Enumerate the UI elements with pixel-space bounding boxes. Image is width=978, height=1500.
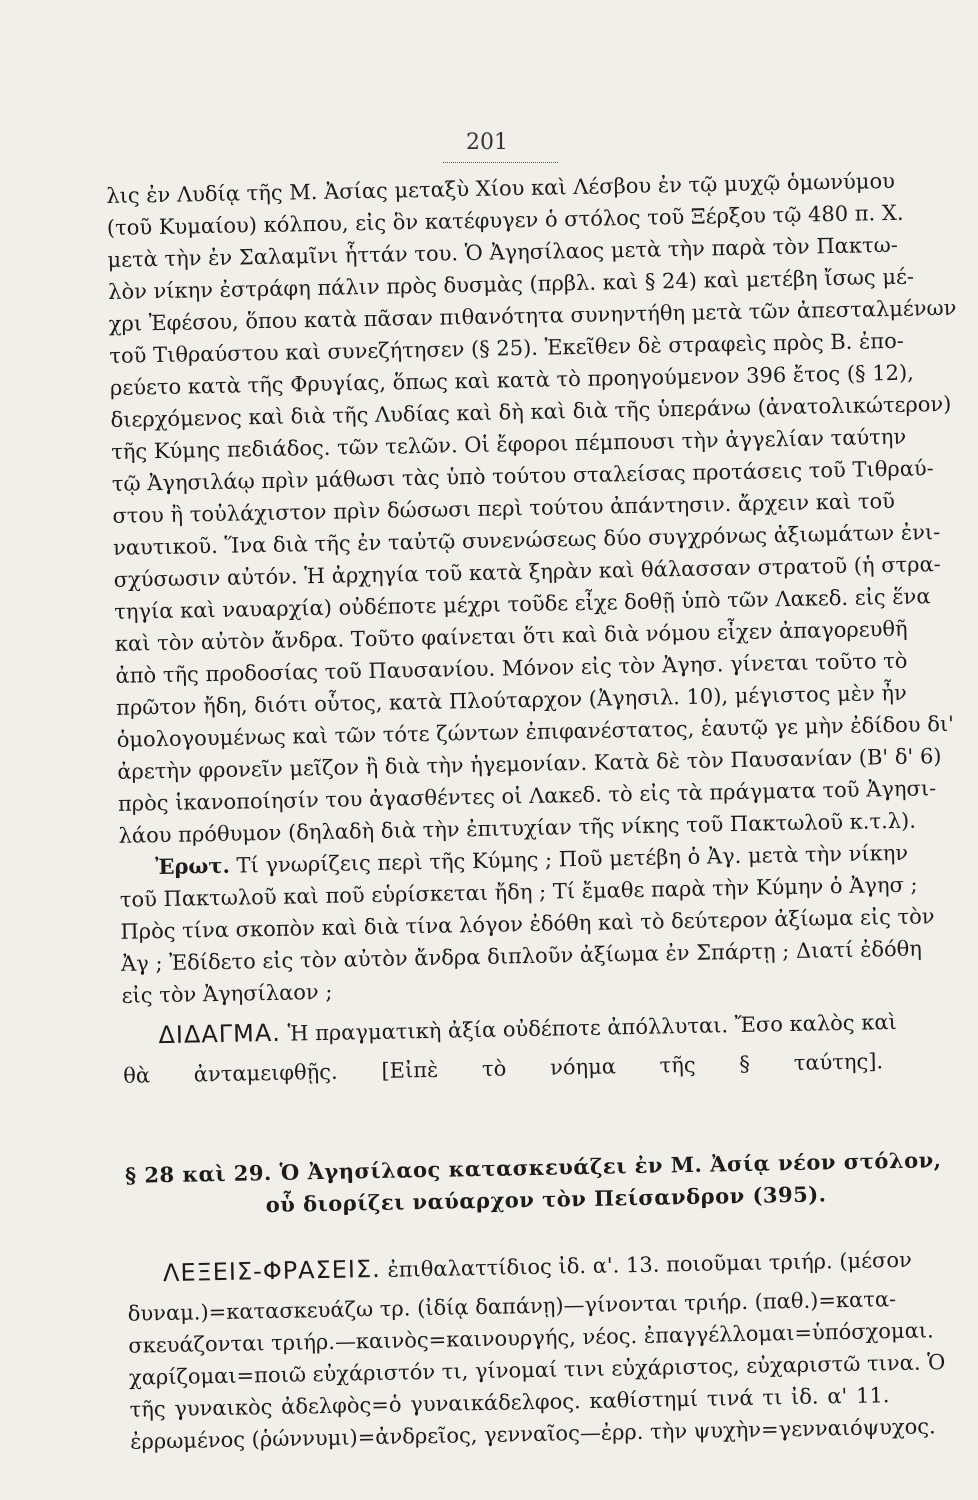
phrase-line: σκευάζονται τριήρ.—καινὸς=καινουργής, νέος. ἐπαγγέλλομαι=ὑπόσχομαι.: [128, 1318, 934, 1358]
phrases-text: ἐπιθαλαττίδιος ἰδ. α'. 13. ποιοῦμαι τριήρ. (μέσον: [387, 1247, 913, 1282]
question-text: Τί γνωρίζεις περὶ τῆς Κύμης ; Ποῦ μετέβη ὁ Ἀγ. μετὰ τὴν νίκην: [236, 840, 909, 878]
teaching-text-end: θὰ ἀνταμειφθῇς.: [122, 1059, 338, 1088]
text-line: τοῦ Τιθραύστου καὶ συνεζήτησεν (§ 25). Ἐκεῖθεν δὲ στραφεὶς πρὸς Β. ἐπο-: [109, 328, 905, 368]
section-title-line: § 28 καὶ 29. Ὁ Ἀγησίλαος κατασκευάζει ἐν Μ. Ἀσίᾳ νέον στόλον,: [124, 1147, 942, 1188]
teaching-prompt: [Εἰπὲ τὸ νόημα τῆς § ταύτης].: [381, 1049, 884, 1083]
section-title-line: οὗ διορίζει ναύαρχον τὸν Πείσανδρον (395).: [265, 1181, 827, 1218]
text-line: μετὰ τὴν ἐν Σαλαμῖνι ἧττάν του. Ὁ Ἀγησίλαος μετὰ τὴν παρὰ τὸν Πακτω-: [107, 232, 899, 272]
page-number: 201: [466, 130, 508, 155]
phrases-block: [127, 1235, 946, 1458]
text-line: ρεύετο κατὰ τῆς Φρυγίας, ὅπως καὶ κατὰ τὸ προηγούμενον 396 ἔτος (§ 12),: [109, 360, 915, 400]
phrase-line: τῆς γυναικὸς ἀδελφὸς=ὁ γυναικάδελφος. καθίστημί τινά τι ἰδ. α' 11.: [129, 1383, 890, 1422]
questions-label: Ἐρωτ.: [154, 852, 231, 880]
teaching-block: [122, 997, 898, 1092]
teaching-label: ΔΙΔΑΓΜΑ.: [158, 1018, 282, 1050]
question-line: εἰς τὸν Ἀγησίλαον ;: [121, 979, 333, 1008]
text-line: λὸν νίκην ἐστράφη πάλιν πρὸς δυσμὰς (πρβλ. καὶ § 24) καὶ μετέβη ἴσως μέ-: [107, 264, 915, 304]
text-line: τῷ Ἀγησιλάῳ πρὶν μάθωσι τὰς ὑπὸ τούτου σταλείσας προτάσεις τοῦ Τιθραύ-: [111, 456, 934, 496]
text-line: λις ἐν Λυδίᾳ τῆς Μ. Ἀσίας μεταξὺ Χίου καὶ Λέσβου ἐν τῷ μυχῷ ὁμωνύμου: [106, 168, 896, 208]
phrase-line: δυναμ.)=κατασκευάζω τρ. (ἰδίᾳ δαπάνῃ)—γίνονται τριήρ. (παθ.)=κατα-: [127, 1287, 897, 1326]
text-line: χρι Ἐφέσου, ὅπου κατὰ πᾶσαν πιθανότητα συνηντήθη μετὰ τῶν ἀπεσταλμένων: [108, 295, 957, 336]
text-line: ἀρετὴν φρονεῖν μεῖζον ἢ διὰ τὴν ἡγεμονίαν. Κατὰ δὲ τὸν Παυσανίαν (Β' δ' 6): [117, 744, 942, 784]
page-body: [106, 165, 957, 1457]
teaching-text: Ἡ πραγματικὴ ἀξία οὐδέποτε ἀπόλλυται. Ἔσο καλὸς καὶ: [287, 1009, 898, 1046]
text-line: στου ἢ τοὐλάχιστον πρὶν δώσωσι περὶ τούτου ἀπάντησιν. ἄρχειν καὶ τοῦ: [112, 488, 896, 528]
text-line: πρὸς ἱκανοποίησίν του ἀγασθέντες οἱ Λακεδ. τὸ εἰς τὰ πράγματα τοῦ Ἀγησι-: [117, 776, 937, 816]
text-line: ὁμολογουμένως καὶ τῶν τότε ζώντων ἐπιφανέστατος, ἑαυτῷ γε μὴν ἐδίδου δι': [116, 711, 955, 752]
text-line: ναυτικοῦ. Ἵνα διὰ τῆς ἐν ταὐτῷ συνενώσεως δύο συγχρόνως ἀξιωμάτων ἐνι-: [112, 520, 941, 560]
text-line: λάου πρόθυμον (δηλαδὴ διὰ τὴν ἐπιτυχίαν τῆς νίκης τοῦ Πακτωλοῦ κ.τ.λ).: [118, 808, 917, 848]
text-line: (τοῦ Κυμαίου) κόλπου, εἰς ὃν κατέφυγεν ὁ στόλος τοῦ Ξέρξου τῷ 480 π. Χ.: [106, 200, 904, 240]
phrases-label: ΛΕΞΕΙΣ-ΦΡΑΣΕΙΣ.: [162, 1254, 382, 1288]
header-rule: [443, 162, 558, 163]
question-line: Ἀγ ; Ἐδίδετο εἰς τὸν αὐτὸν ἄνδρα διπλοῦν ἀξίωμα ἐν Σπάρτῃ ; Διατί ἐδόθη: [120, 936, 923, 976]
text-line: τηγία καὶ ναυαρχία) οὐδέποτε μέχρι τοῦδε εἶχε δοθῇ ὑπὸ τῶν Λακεδ. εἰς ἕνα: [114, 584, 931, 624]
text-line: τῆς Κύμης πεδιάδος. τῶν τελῶν. Οἱ ἔφοροι πέμπουσι τὴν ἀγγελίαν ταύτην: [110, 424, 907, 464]
phrase-line: χαρίζομαι=ποιῶ εὐχάριστόν τι, γίνομαί τινι εὐχάριστος, εὐχαριστῶ τινα. Ὁ: [128, 1350, 946, 1390]
text-line: καὶ τὸν αὐτὸν ἄνδρα. Τοῦτο φαίνεται ὅτι καὶ διὰ νόμου εἶχεν ἀπαγορευθῆ: [114, 616, 908, 656]
question-line: Πρὸς τίνα σκοπὸν καὶ διὰ τίνα λόγον ἐδόθη καὶ τὸ δεύτερον ἀξίωμα εἰς τὸν: [120, 904, 935, 944]
text-line: σχύσωσιν αὐτόν. Ἡ ἀρχηγία τοῦ κατὰ ξηρὰν καὶ θάλασσαν στρατοῦ (ἡ στρα-: [113, 552, 941, 592]
question-line: τοῦ Πακτωλοῦ καὶ ποῦ εὑρίσκεται ἤδη ; Τί ἔμαθε παρὰ τὴν Κύμην ὁ Ἀγησ ;: [119, 872, 918, 912]
questions-block: [119, 837, 935, 1012]
text-line: πρῶτον ἤδη, διότι οὗτος, κατὰ Πλούταρχον (Ἀγησιλ. 10), μέγιστος μὲν ἦν: [115, 680, 907, 720]
phrase-line: ἐρρωμένος (ῥώννυμι)=ἀνδρεῖος, γενναῖος—ἐρρ. τὴν ψυχὴν=γενναιόψυχος.: [129, 1414, 936, 1454]
commentary-text: [106, 165, 957, 851]
text-line: διερχόμενος καὶ διὰ τῆς Λυδίας καὶ δὴ καὶ διὰ τῆς ὑπεράνω (ἀνατολικώτερον): [110, 391, 952, 432]
text-line: ἀπὸ τῆς προδοσίας τοῦ Παυσανίου. Μόνον εἰς τὸν Ἀγησ. γίνεται τοῦτο τὸ: [115, 648, 908, 688]
